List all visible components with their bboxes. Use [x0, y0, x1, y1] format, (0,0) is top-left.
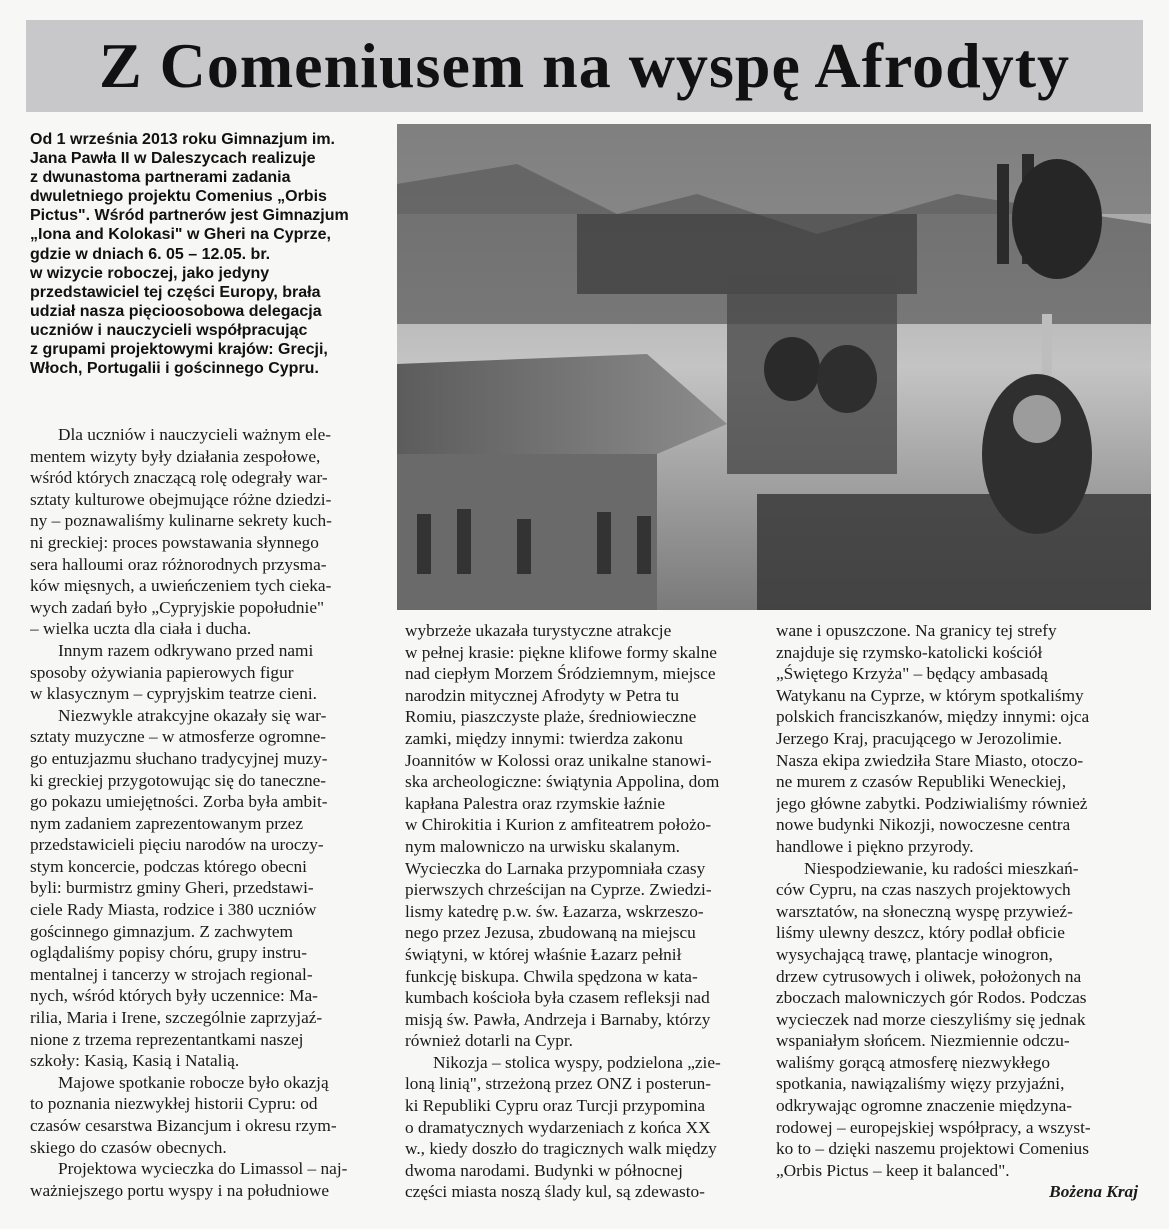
text-line: świątyni, w której właśnie Łazarz pełnił [405, 944, 682, 964]
text-line: Wycieczka do Larnaka przypomniała czasy [405, 858, 706, 878]
text-line: części miasta noszą ślady kul, są zdewasto- [405, 1182, 705, 1202]
text-line: nego przez Jezusa, zbudowaną na miejscu [405, 923, 696, 943]
text-line: sposoby ożywiania papierowych figur [30, 662, 294, 682]
text-line: spotkania, nawiązaliśmy więzy przyjaźni, [776, 1074, 1065, 1094]
headline-banner [26, 20, 1143, 112]
text-line: Majowe spotkanie robocze było okazją [58, 1072, 329, 1092]
text-line: byli: burmistrz gminy Gheri, przedstawi- [30, 878, 314, 898]
text-line: znajduje się rzymsko-katolicki kościół [776, 642, 1043, 662]
text-line: wspaniałym słońcem. Niezmiennie odczu- [776, 1031, 1070, 1051]
lead-line: przedstawiciel tej części Europy, brała [30, 283, 321, 301]
text-line: szkoły: Kasią, Kasią i Natalią. [30, 1051, 240, 1071]
text-line: wysychającą trawę, plantacje winogron, [776, 944, 1053, 964]
text-line: rodowej – europejskiej współpracy, a wszyst- [776, 1117, 1091, 1137]
lead-line: dwuletniego projektu Comenius „Orbis [30, 188, 327, 206]
text-line: nym malowniczo na urwisku skalanym. [405, 836, 681, 856]
text-line: również dotarli na Cypr. [405, 1031, 573, 1051]
text-line: sztaty kulturowe obejmujące różne dziedzi- [30, 489, 332, 509]
author-signature: Bożena Kraj [1049, 1182, 1138, 1202]
text-line: loną linią", strzeżoną przez ONZ i posterun- [405, 1074, 711, 1094]
lead-line: w wizycie roboczej, jako jedyny [30, 264, 270, 282]
text-line: „Orbis Pictus – keep it balanced". [776, 1160, 1010, 1180]
text-line: ców Cypru, na czas naszych projektowych [776, 880, 1071, 900]
lead-line: Pictus". Wśród partnerów jest Gimnazjum [30, 207, 349, 225]
text-line: kumbach kościoła była czasem refleksji nad [405, 988, 710, 1008]
text-line: ni greckiej: proces powstawania słynnego [30, 532, 319, 552]
column-2 [405, 620, 765, 1203]
text-line: lismy katedrę p.w. św. Łazarza, wskrzeszo- [405, 901, 704, 921]
text-line: liśmy ulewny deszcz, który podlał obficie [776, 923, 1065, 943]
text-line: sera halloumi oraz różnorodnych przysma- [30, 554, 327, 574]
text-line: polskich franciszkanów, między innymi: ojca [776, 707, 1090, 727]
text-line: ciele Rady Miasta, rodzice i 380 uczniów [30, 900, 317, 920]
text-line: to poznania niezwykłej historii Cypru: od [30, 1094, 318, 1114]
lead-line: z dwunastoma partnerami zadania [30, 169, 291, 187]
text-line: w klasycznym – cypryjskim teatrze cieni. [30, 684, 317, 704]
text-line: gościnnego gimnazjum. Z zachwytem [30, 921, 293, 941]
text-line: wśród których znaczącą rolę odegrały war- [30, 468, 328, 488]
text-line: wane i opuszczone. Na granicy tej strefy [776, 621, 1057, 640]
photo-collage-image [397, 124, 1151, 610]
column-3 [776, 620, 1138, 1203]
text-line: Joannitów w Kolossi oraz unikalne stanowi- [405, 750, 712, 770]
text-line: odkrywając ogromne znaczenie międzyna- [776, 1096, 1073, 1116]
text-line: Innym razem odkrywano przed nami [58, 640, 314, 660]
text-line: wycieczek nad morze cieszyliśmy się jednak [776, 1009, 1086, 1029]
text-line: ków mięsnych, a uwieńczeniem tych cieka- [30, 576, 332, 596]
text-line: oglądaliśmy popisy chóru, grupy instru- [30, 943, 307, 963]
text-line: nione z trzema reprezentantkami naszej [30, 1029, 304, 1049]
lead-paragraph [30, 130, 390, 378]
lead-line: uczniów i nauczycieli współpracując [30, 321, 308, 339]
text-line: Nikozja – stolica wyspy, podzielona „zie- [433, 1052, 721, 1072]
lead-line: gdzie w dniach 6. 05 – 12.05. br. [30, 245, 271, 263]
text-line: nym zadaniem zaprezentowanym przez [30, 813, 303, 833]
headline: Z Comeniusem na wyspę Afrodyty [98, 30, 1071, 101]
text-line: waliśmy gorącą atmosferę niezwykłego [776, 1052, 1050, 1072]
text-line: o dramatycznych wydarzeniach z końca XX [405, 1117, 711, 1137]
text-line: ska archeologiczne: świątynia Appolina, dom [405, 772, 720, 792]
text-line: nych, wśród których były uczennice: Ma- [30, 986, 318, 1006]
text-line: ki Republiki Cypru oraz Turcji przypomina [405, 1096, 705, 1116]
text-line: sztaty muzyczne – w atmosferze ogromne- [30, 727, 327, 747]
text-line: Niespodziewanie, ku radości mieszkań- [804, 858, 1079, 878]
photo-collage [397, 124, 1151, 610]
lead-line: udział nasza pięcioosobowa delegacja [30, 302, 322, 320]
text-line: mentalnej i tancerzy w strojach regional- [30, 964, 313, 984]
text-line: ne murem z czasów Republiki Weneckiej, [776, 772, 1067, 792]
text-line: funkcję biskupa. Chwila spędzona w kata- [405, 966, 698, 986]
text-line: dwoma narodami. Budynki w północnej [405, 1160, 683, 1180]
text-line: mentem wizyty były działania zespołowe, [30, 446, 321, 466]
text-line: go entuzjazmu słuchano tradycyjnej muzy- [30, 748, 328, 768]
text-line: go pokazu umiejętności. Zorba była ambit- [30, 792, 328, 812]
text-line: drzew cytrusowych i oliwek, położonych na [776, 966, 1082, 986]
text-line: stym koncercie, podczas którego obecni [30, 856, 307, 876]
text-line: Dla uczniów i nauczycieli ważnym ele- [58, 425, 332, 444]
text-line: – wielka uczta dla ciała i ducha. [30, 619, 252, 639]
text-line: wych zadań było „Cypryjskie popołudnie" [30, 597, 325, 617]
lead-line: Od 1 września 2013 roku Gimnazjum im. [30, 131, 335, 148]
column-1 [30, 424, 390, 1201]
text-line: zboczach malowniczych gór Rodos. Podczas [776, 988, 1087, 1008]
text-line: narodzin mitycznej Afrodyty w Petra tu [405, 685, 680, 705]
text-line: jego główne zabytki. Podziwialiśmy również [776, 793, 1088, 813]
text-line: czasów cesarstwa Bizancjum i okresu rzym- [30, 1116, 337, 1135]
text-line: wybrzeże ukazała turystyczne atrakcje [405, 621, 672, 640]
text-line: w pełnej krasie: piękne klifowe formy skalne [405, 642, 717, 662]
text-line: Nasza ekipa zwiedziła Stare Miasto, otoczo- [776, 750, 1084, 770]
text-line: nad ciepłym Morzem Śródziemnym, miejsce [405, 664, 716, 684]
lead-line: Włoch, Portugalii i gościnnego Cypru. [30, 360, 319, 378]
text-line: ny – poznawaliśmy kulinarne sekrety kuch- [30, 511, 332, 531]
text-line: ważniejszego portu wyspy i na południowe [30, 1180, 329, 1200]
text-line: warsztatów, na słoneczną wyspę przywieź- [776, 901, 1073, 921]
text-line: misją św. Pawła, Andrzeja i Barnaby, którzy [405, 1009, 711, 1029]
lead-line: Jana Pawła II w Daleszycach realizuje [30, 150, 316, 168]
text-line: Romiu, piaszczyste plaże, średniowieczne [405, 707, 697, 727]
text-line: rilia, Maria i Irene, szczególnie zaprzyjaź- [30, 1008, 323, 1028]
text-line: w Chirokitia i Kurion z amfiteatrem położo- [405, 815, 712, 835]
text-line: przedstawicieli pięciu narodów na uroczy- [30, 835, 324, 855]
text-line: Niezwykle atrakcyjne okazały się war- [58, 705, 327, 725]
text-line: skiego do czasów obecnych. [30, 1137, 227, 1157]
text-line: nowe budynki Nikozji, nowoczesne centra [776, 815, 1071, 835]
text-line: kapłana Palestra oraz rzymskie łaźnie [405, 793, 666, 813]
text-line: ko to – dzięki naszemu projektowi Comenius [776, 1139, 1089, 1159]
text-line: Watykanu na Cyprze, w którym spotkaliśmy [776, 685, 1084, 705]
text-line: ki greckiej przygotowując się do taneczne- [30, 770, 327, 790]
lead-line: „Iona and Kolokasi" w Gheri na Cyprze, [30, 226, 331, 244]
text-line: Projektowa wycieczka do Limassol – naj- [58, 1159, 348, 1179]
text-line: „Świętego Krzyża" – będący ambasadą [776, 664, 1048, 684]
text-line: pierwszych chrześcijan na Cyprze. Zwiedzi- [405, 880, 712, 900]
text-line: zamki, między innymi: twierdza zakonu [405, 728, 683, 748]
text-line: w., kiedy doszło do tragicznych walk między [405, 1139, 717, 1159]
text-line: handlowe i piękno przyrody. [776, 836, 974, 856]
lead-line: z grupami projektowymi krajów: Grecji, [30, 341, 328, 359]
text-line: Jerzego Kraj, pracującego w Jerozolimie. [776, 728, 1062, 748]
